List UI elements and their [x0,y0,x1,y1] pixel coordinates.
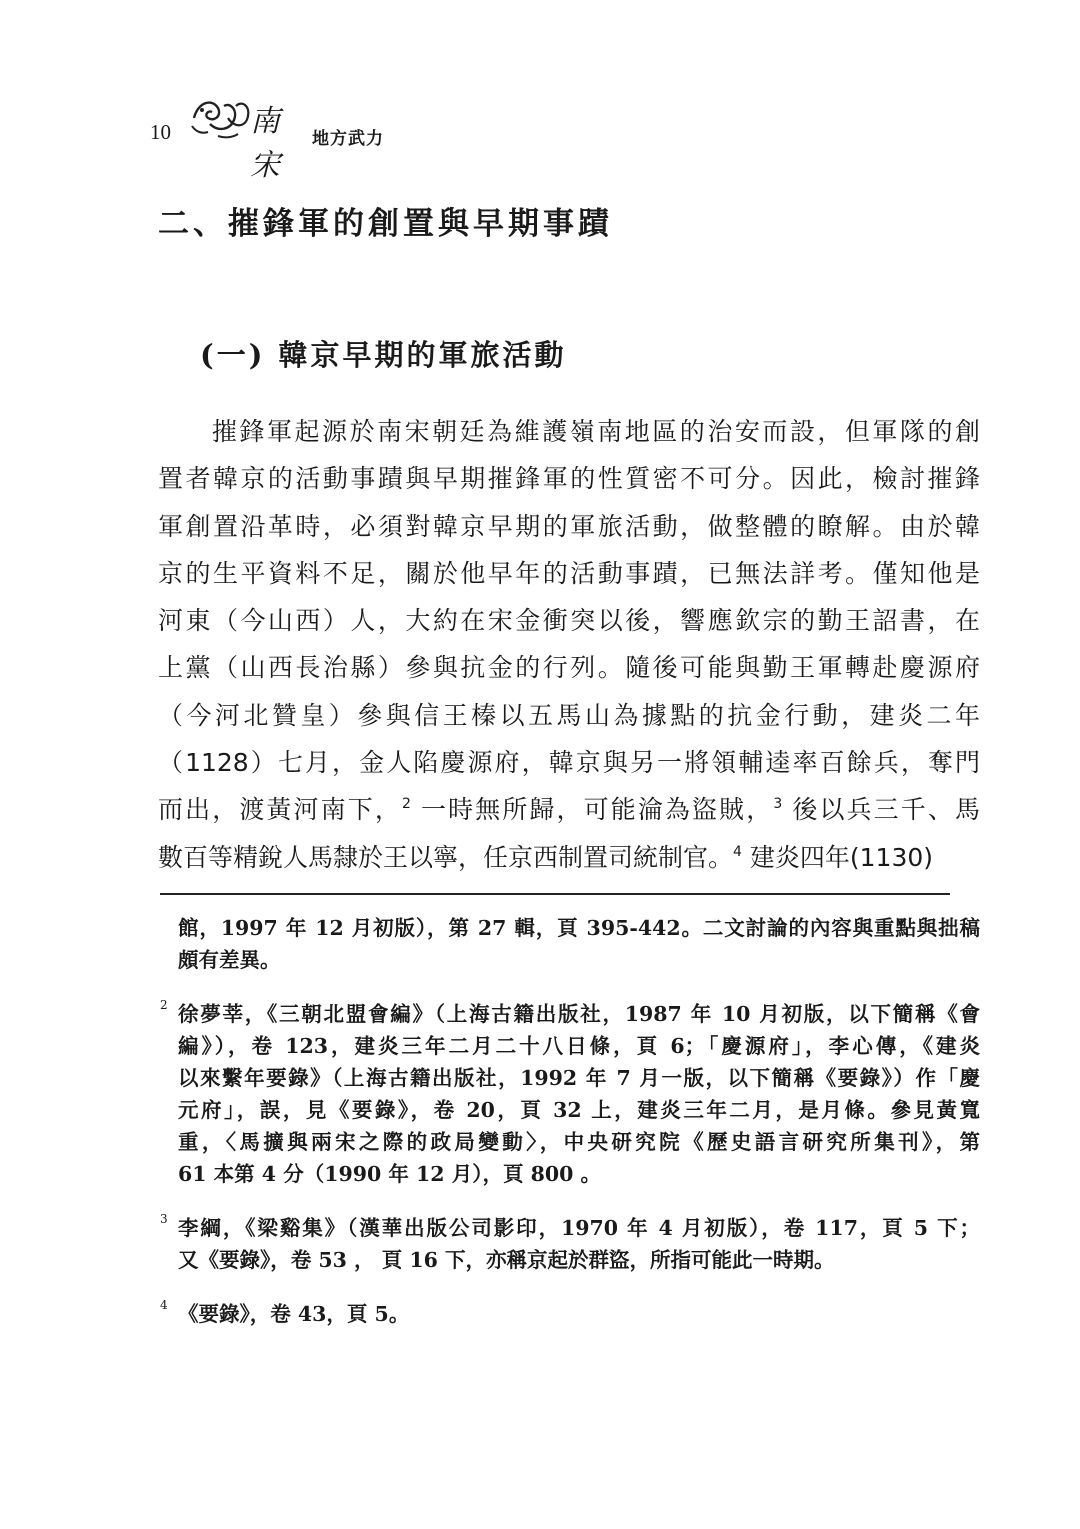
footnote-line: 館，1997 年 12 月初版），第 27 輯，頁 395-442。二文討論的內容與重點與拙稿 [178,916,980,940]
footnote-line: 李綱，《梁谿集》（漢華出版公司影印，1970 年 4 月初版），卷 117，頁 5 下； [178,1216,980,1240]
footnote-line: 徐夢莘，《三朝北盟會編》（上海古籍出版社，1987 年 10 月初版，以下簡稱《會 [178,1002,980,1026]
body-text-segment: 建炎四年(1130) [741,842,934,872]
footnote-line: 頗有差異。 [178,948,281,972]
body-line: 軍創置沿革時，必須對韓京早期的軍旅活動，做整體的瞭解。由於韓 [158,511,980,541]
footnote-line: 61 本第 4 分（1990 年 12 月），頁 800 。 [178,1162,602,1186]
footnote-number: 2 [160,998,168,1012]
footnote-line: 重，〈馬擴與兩宋之際的政局變動〉，中央研究院《歷史語言研究所集刊》，第 [178,1130,980,1154]
footnote-continuation [158,912,980,976]
body-line: 置者韓京的活動事蹟與早期摧鋒軍的性質密不可分。因此，檢討摧鋒 [158,464,980,494]
footnote-line: 又《要錄》，卷 53 ， 頁 16 下，亦稱京起於群盜，所指可能此一時期。 [178,1248,835,1272]
page-number: 10 [150,120,171,144]
body-line: （今河北贊皇）參與信王榛以五馬山為據點的抗金行動，建炎二年 [158,700,980,730]
footnote-line: 《要錄》，卷 43，頁 5。 [178,1302,410,1326]
footnote-line: 元府」，誤，見《要錄》，卷 20，頁 32 上，建炎三年二月，是月條。參見黃寬 [178,1098,980,1122]
body-line: 摧鋒軍起源於南宋朝廷為維護嶺南地區的治安而設，但軍隊的創 [212,417,980,446]
footnotes [158,912,980,1352]
section-heading: 二、摧鋒軍的創置與早期事蹟 [158,206,613,242]
body-line: 上黨（山西長治縣）參與抗金的行列。隨後可能與勤王軍轉赴慶源府 [158,653,980,683]
dragon-logo-icon [188,88,298,146]
footnote-ref[interactable]: 2 [401,796,411,813]
subsection-heading: (一) 韓京早期的軍旅活動 [200,338,567,372]
body-line: 河東（今山西）人，大約在宋金衝突以後，響應欽宗的勤王詔書，在 [158,606,980,636]
body-line: （1128）七月，金人陷慶源府，韓京與另一將領輔逵率百餘兵，奪門 [158,748,980,778]
footnote-line: 以來繫年要錄》（上海古籍出版社，1992 年 7 月一版，以下簡稱《要錄》）作「慶 [178,1066,980,1090]
body-text-segment: 後以兵三千、馬 [782,795,980,825]
footnote-number: 4 [160,1298,168,1312]
body-line [158,834,980,881]
body-text-segment: 一時無所歸，可能淪為盜賊， [410,795,774,825]
footnote-4 [158,1298,980,1330]
footnote-ref[interactable]: 4 [733,843,742,860]
footnote-ref[interactable]: 3 [773,796,783,813]
body-text-segment: 數百等精銳人馬隸於王以寧，任京西制置司統制官。 [158,842,734,872]
footnote-line: 編》），卷 123，建炎三年二月二十八日條，頁 6；「慶源府」，李心傳，《建炎 [178,1034,980,1058]
footnote-divider [160,893,950,895]
book-subtitle: 地方武力 [312,129,384,149]
footnote-number: 3 [160,1212,168,1226]
footnote-2 [158,998,980,1190]
series-logo-text: 南宋 [250,104,281,183]
body-text-segment: 而出，渡黃河南下， [158,795,402,825]
body-line: 京的生平資料不足，關於他早年的活動事蹟，已無法詳考。僅知他是 [158,558,980,588]
footnote-3 [158,1212,980,1276]
body-line [158,786,980,833]
body-paragraph [158,408,980,881]
